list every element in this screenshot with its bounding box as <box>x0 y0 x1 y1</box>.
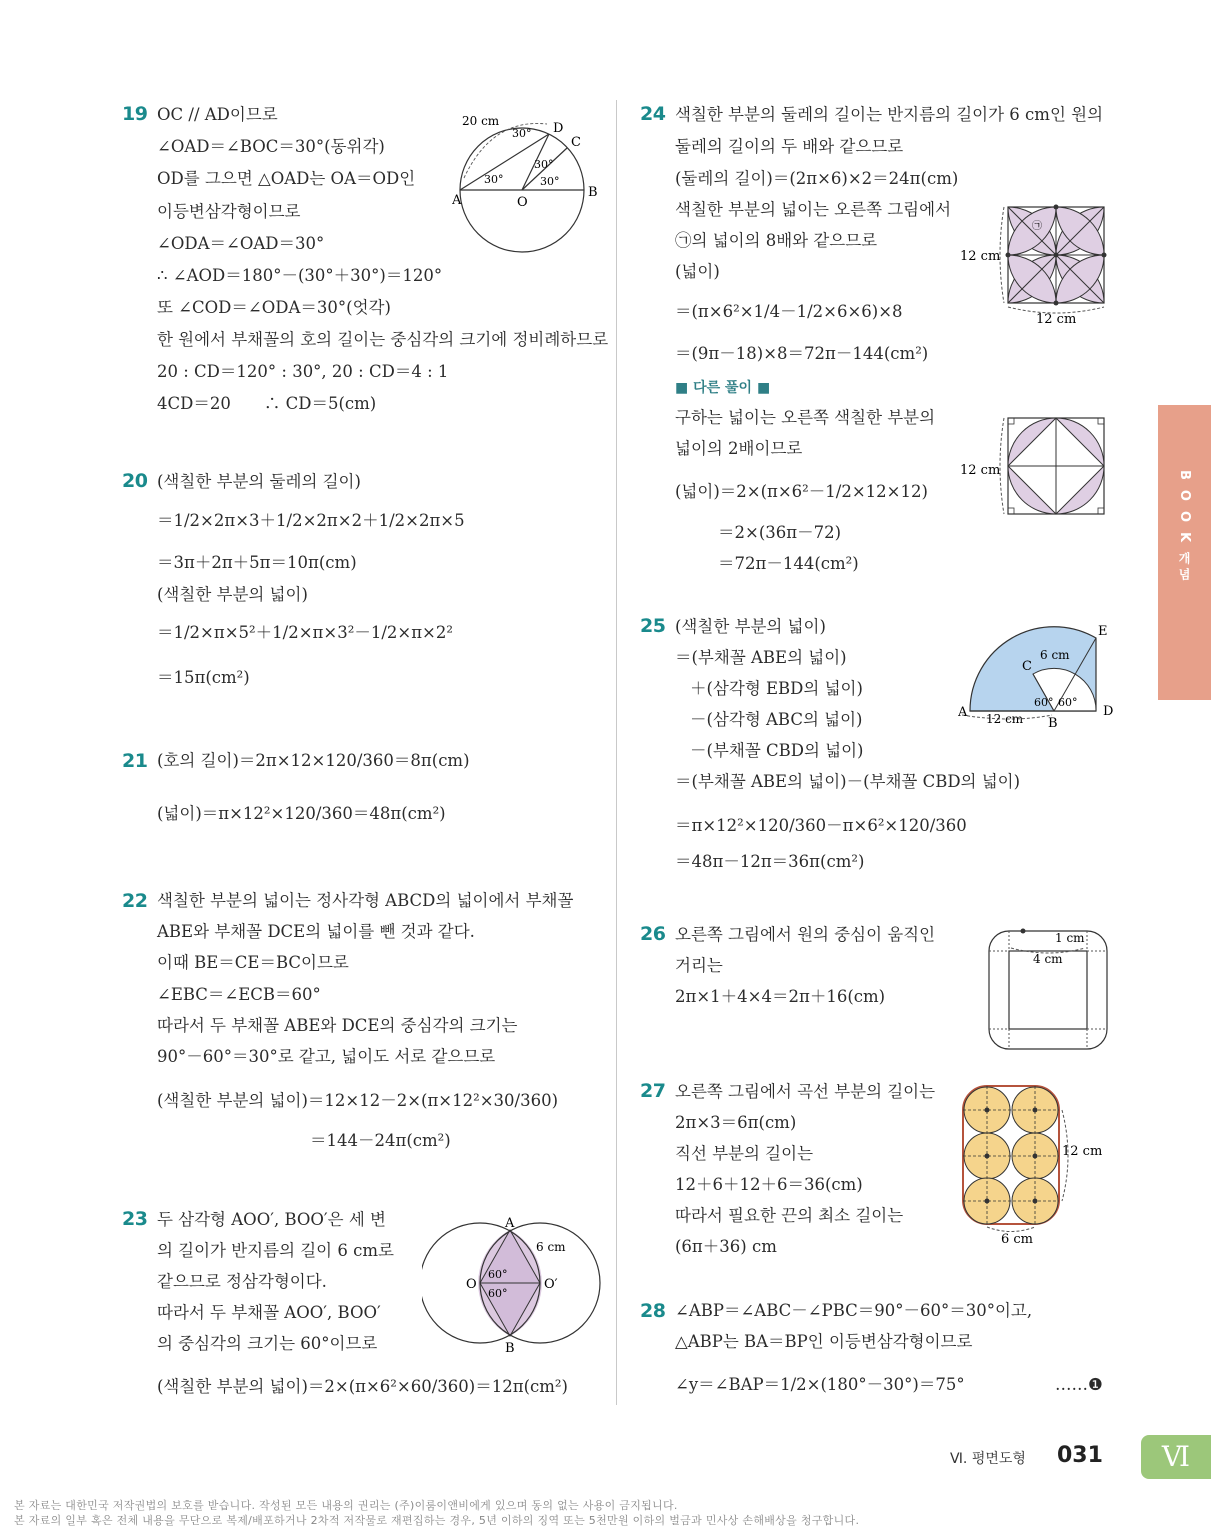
column-divider <box>616 100 617 1405</box>
solution-line: OC // AD이므로 <box>157 105 278 124</box>
solution-line: OD를 그으면 △OAD는 OA＝OD인 <box>157 169 416 188</box>
solution-line: (넓이)＝π×12²×120/360＝48π(cm²) <box>157 804 446 823</box>
problem-number: 19 <box>122 103 148 125</box>
solution-line: 이등변삼각형이므로 <box>157 202 301 221</box>
problem-number: 21 <box>122 750 148 772</box>
solution-line: 이때 BE＝CE＝BC이므로 <box>157 953 349 972</box>
side-tab-label: 개념 <box>1177 552 1191 585</box>
point-label: E <box>1098 624 1108 639</box>
solution-line: 거리는 <box>675 956 723 975</box>
angle-label: 30° <box>540 175 560 188</box>
solution-line: 12＋6＋12＋6＝36(cm) <box>675 1175 863 1194</box>
point-label: A <box>958 705 968 720</box>
circle-square-figure <box>960 410 1120 525</box>
solution-line: 오른쪽 그림에서 곡선 부분의 길이는 <box>675 1082 936 1101</box>
point-label: C <box>1022 659 1032 674</box>
bottom-length-label: 12 cm <box>1036 312 1077 327</box>
angle-label: 30° <box>534 158 554 171</box>
flower-square-figure <box>960 195 1120 330</box>
radius-label: 6 cm <box>1040 648 1070 662</box>
solution-line: ∠y＝∠BAP＝1/2×(180°－30°)＝75° <box>675 1375 965 1394</box>
solution-line: 한 원에서 부채꼴의 호의 길이는 중심각의 크기에 정비례하므로 <box>157 330 609 349</box>
rolling-circle-figure <box>985 928 1115 1053</box>
solution-line: (둘레의 길이)＝(2π×6)×2＝24π(cm) <box>675 169 959 188</box>
solution-line: 색칠한 부분의 넓이는 오른쪽 그림에서 <box>675 200 952 219</box>
angle-label: 60° <box>488 1287 508 1300</box>
solution-line: (색칠한 부분의 둘레의 길이) <box>157 472 361 491</box>
problem-number: 27 <box>640 1080 666 1102</box>
bundled-circles-figure <box>958 1080 1118 1245</box>
point-label: A <box>505 1216 515 1231</box>
solution-line: 구하는 넓이는 오른쪽 색칠한 부분의 <box>675 408 936 427</box>
solution-line: ＝3π＋2π＋5π＝10π(cm) <box>157 553 357 572</box>
problem-number: 24 <box>640 103 666 125</box>
angle-label: 60° <box>1058 696 1078 709</box>
solution-line: ＝72π－144(cm²) <box>718 554 859 573</box>
solution-line: ＝144－24π(cm²) <box>310 1131 451 1150</box>
solution-line: 두 삼각형 AOO′, BOO′은 세 변 <box>157 1210 386 1229</box>
solution-line: ∠ODA＝∠OAD＝30° <box>157 234 325 253</box>
solution-line: ＝1/2×2π×3＋1/2×2π×2＋1/2×2π×5 <box>157 511 465 530</box>
point-label: O <box>517 195 528 210</box>
problem-number: 20 <box>122 470 148 492</box>
side-tab-label: BOOK <box>1177 470 1192 553</box>
point-label: C <box>571 135 581 150</box>
solution-line: ∴ ∠AOD＝180°－(30°＋30°)＝120° <box>157 266 443 285</box>
solution-line: (색칠한 부분의 넓이) <box>157 585 308 604</box>
solution-line: (색칠한 부분의 넓이) <box>675 617 826 636</box>
solution-line: ㉠의 넓이의 8배와 같으므로 <box>675 231 878 250</box>
point-label: D <box>553 121 564 136</box>
solution-line: ＝48π－12π＝36π(cm²) <box>675 852 865 871</box>
chapter-badge: Ⅵ <box>1141 1435 1211 1479</box>
radius-label: 1 cm <box>1055 931 1085 945</box>
side-length-label: 12 cm <box>960 249 1001 264</box>
solution-line: ＝2×(36π－72) <box>718 523 842 542</box>
angle-label: 30° <box>484 173 504 186</box>
solution-line: (호의 길이)＝2π×12×120/360＝8π(cm) <box>157 751 470 770</box>
problem-number: 26 <box>640 923 666 945</box>
solution-line: 2π×3＝6π(cm) <box>675 1113 797 1132</box>
angle-label: 60° <box>1034 696 1054 709</box>
region-mark-label: ㉠ <box>1032 221 1042 232</box>
side-length-label: 12 cm <box>960 463 1001 478</box>
solution-line: 같으므로 정삼각형이다. <box>157 1272 327 1291</box>
solution-line: 4CD＝20 ∴ CD＝5(cm) <box>157 394 377 413</box>
solution-line: －(삼각형 ABC의 넓이) <box>690 710 863 729</box>
solution-line: －(부채꼴 CBD의 넓이) <box>690 741 864 760</box>
copyright-line: 본 자료의 일부 혹은 전체 내용을 무단으로 복제/배포하거나 2차적 저작물로 재편집하는 경우, 5년 이하의 징역 또는 5천만원 이하의 벌금과 민사상 손해배상을 청구합니다. <box>14 1514 860 1527</box>
solution-line: 색칠한 부분의 둘레의 길이는 반지름의 길이가 6 cm인 원의 <box>675 105 1104 124</box>
arc-length-label: 20 cm <box>462 114 500 128</box>
solution-line: (6π＋36) cm <box>675 1237 777 1256</box>
point-label: A <box>452 193 462 208</box>
solution-line: (색칠한 부분의 넓이)＝12×12－2×(π×12²×30/360) <box>157 1091 559 1110</box>
problem-number: 22 <box>122 890 148 912</box>
angle-label: 30° <box>512 127 532 140</box>
problem-number: 25 <box>640 615 666 637</box>
point-label: O <box>466 1277 477 1292</box>
problem-number: 28 <box>640 1300 666 1322</box>
point-label: B <box>505 1341 515 1356</box>
solution-line: 20 : CD＝120° : 30°, 20 : CD＝4 : 1 <box>157 362 449 381</box>
side-tab-text <box>1166 470 1202 584</box>
solution-line: ＝1/2×π×5²＋1/2×π×3²－1/2×π×2² <box>157 623 453 642</box>
solution-line: 따라서 필요한 끈의 최소 길이는 <box>675 1206 904 1225</box>
sector-figure-25 <box>958 615 1120 730</box>
solution-line: 또 ∠COD＝∠ODA＝30°(엇각) <box>157 298 391 317</box>
step-marker: ……❶ <box>1055 1375 1103 1394</box>
width-label: 6 cm <box>1001 1232 1034 1245</box>
solution-line: ∠EBC＝∠ECB＝60° <box>157 985 321 1004</box>
point-label: O′ <box>544 1277 558 1292</box>
solution-line: ∠OAD＝∠BOC＝30°(동위각) <box>157 137 385 156</box>
solution-line: ＋(삼각형 EBD의 넓이) <box>690 679 863 698</box>
solution-line: 넓이의 2배이므로 <box>675 439 803 458</box>
copyright-line: 본 자료는 대한민국 저작권법의 보호를 받습니다. 작성된 모든 내용의 권리는 (주)이룸이앤비에게 있으며 동의 없는 사용이 금지됩니다. <box>14 1499 678 1512</box>
solution-line: ＝π×12²×120/360－π×6²×120/360 <box>675 816 967 835</box>
solution-line: 둘레의 길이의 두 배와 같으므로 <box>675 137 904 156</box>
height-label: 12 cm <box>1062 1144 1103 1159</box>
solution-line: ＝(부채꼴 ABE의 넓이) <box>675 648 847 667</box>
solution-line: ∠ABP＝∠ABC－∠PBC＝90°－60°＝30°이고, <box>675 1301 1033 1320</box>
solution-line: 의 길이가 반지름의 길이 6 cm로 <box>157 1241 394 1260</box>
angle-label: 60° <box>488 1268 508 1281</box>
two-circles-figure-23 <box>422 1208 602 1358</box>
chapter-name: Ⅵ. 평면도형 <box>950 1451 1026 1467</box>
solution-line: ＝(π×6²×1/4－1/2×6×6)×8 <box>675 302 903 321</box>
point-label: B <box>588 185 598 200</box>
solution-line: (넓이) <box>675 262 720 281</box>
solution-line: 90°－60°＝30°로 같고, 넓이도 서로 같으므로 <box>157 1047 496 1066</box>
point-label: B <box>1048 716 1058 730</box>
solution-line: 의 중심각의 크기는 60°이므로 <box>157 1334 378 1353</box>
side-label: 4 cm <box>1033 952 1063 966</box>
alternative-solution-label: ■ 다른 풀이 ■ <box>675 380 771 396</box>
problem-number: 23 <box>122 1208 148 1230</box>
solution-line: (넓이)＝2×(π×6²－1/2×12×12) <box>675 482 928 501</box>
solution-line: 직선 부분의 길이는 <box>675 1144 814 1163</box>
solution-line: ＝(9π－18)×8＝72π－144(cm²) <box>675 344 929 363</box>
solution-line: 2π×1＋4×4＝2π＋16(cm) <box>675 987 886 1006</box>
circle-figure-19 <box>452 110 602 270</box>
solution-line: (색칠한 부분의 넓이)＝2×(π×6²×60/360)＝12π(cm²) <box>157 1377 568 1396</box>
solution-line: ＝(부채꼴 ABE의 넓이)－(부채꼴 CBD의 넓이) <box>675 772 1021 791</box>
solution-line: ABE와 부채꼴 DCE의 넓이를 뺀 것과 같다. <box>157 922 475 941</box>
solution-line: 따라서 두 부채꼴 ABE와 DCE의 중심각의 크기는 <box>157 1016 518 1035</box>
radius-label: 12 cm <box>986 712 1024 726</box>
solution-line: 오른쪽 그림에서 원의 중심이 움직인 <box>675 925 936 944</box>
page-number: 031 <box>1057 1443 1103 1468</box>
solution-line: 따라서 두 부채꼴 AOO′, BOO′ <box>157 1303 381 1322</box>
point-label: D <box>1103 704 1114 719</box>
radius-label: 6 cm <box>536 1240 566 1254</box>
solution-line: ＝15π(cm²) <box>157 668 250 687</box>
solution-line: △ABP는 BA＝BP인 이등변삼각형이므로 <box>675 1332 973 1351</box>
solution-line: 색칠한 부분의 넓이는 정사각형 ABCD의 넓이에서 부채꼴 <box>157 891 574 910</box>
